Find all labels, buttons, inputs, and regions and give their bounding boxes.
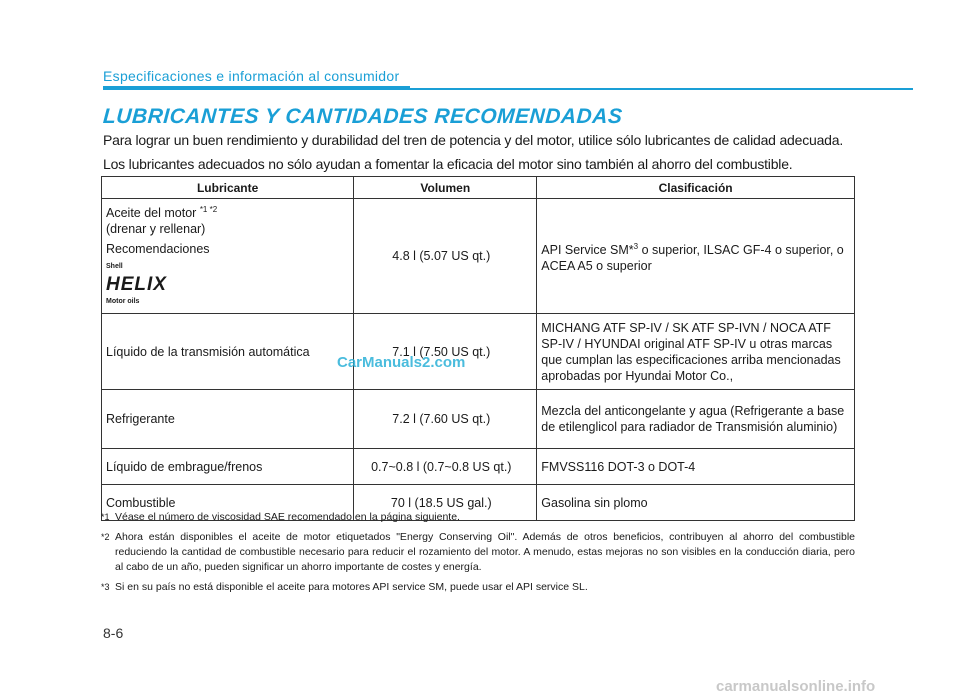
footnotes: [101, 510, 855, 600]
logo-motor-oils-text: Motor oils: [106, 298, 140, 306]
table-row: [102, 199, 855, 314]
column-header-volume: Volumen: [354, 177, 537, 199]
engine-oil-footnote-marks: *1 *2: [199, 205, 218, 214]
intro-paragraph-2: Los lubricantes adecuados no sólo ayudan a fomentar la eficacia del motor sino también al ahorro del combustible.: [103, 156, 793, 172]
table-row: [102, 314, 855, 390]
engine-oil-name: Aceite del motor: [106, 206, 197, 221]
footnote: [101, 530, 855, 575]
footnote: [101, 580, 855, 595]
table-row: [102, 449, 855, 485]
header-rule: [103, 88, 913, 90]
intro-text: [103, 130, 923, 178]
cell-classification: Gasolina sin plomo: [537, 485, 855, 521]
cell-classification: MICHANG ATF SP-IV / SK ATF SP-IVN / NOCA ATF SP-IV / HYUNDAI original ATF SP-IV u otras marcas que cumplan las especificaciones arriba mencionadas aprobadas por Hyundai Motor Co.,: [537, 314, 855, 390]
engine-oil-note: (drenar y rellenar): [106, 222, 206, 237]
page-number: 8-6: [103, 625, 124, 641]
cell-volume: 0.7~0.8 l (0.7~0.8 US qt.): [354, 449, 537, 485]
cell-classification: FMVSS116 DOT-3 o DOT-4: [537, 449, 855, 485]
section-header: Especificaciones e información al consumidor: [103, 68, 400, 84]
logo-shell-text: Shell: [106, 263, 123, 271]
shell-helix-logo: [106, 259, 167, 310]
cell-volume: 7.1 l (7.50 US qt.): [354, 314, 537, 390]
logo-helix-text: HELIX: [106, 274, 167, 296]
intro-paragraph-1: Para lograr un buen rendimiento y durabilidad del tren de potencia y del motor, utilice sólo lubricantes de calidad adecuada.: [103, 132, 844, 148]
cell-volume: 4.8 l (5.07 US qt.): [354, 199, 537, 314]
footnote-text: Véase el número de viscosidad SAE recomendado en la página siguiente.: [115, 511, 460, 523]
footnote-mark: *3: [101, 582, 110, 592]
cell-lubricant: Combustible: [102, 485, 354, 521]
recommendations-label: Recomendaciones: [106, 242, 210, 257]
watermark[interactable]: CarManuals2.com: [337, 354, 466, 371]
engine-oil-class-footnote: 3: [633, 241, 639, 251]
cell-lubricant: Líquido de embrague/frenos: [102, 449, 354, 485]
engine-oil-class-part-1: API Service SM*: [541, 242, 634, 257]
engine-oil-label: [106, 202, 349, 221]
engine-oil-class-part-2: o superior, ILSAC GF-4 o superior, o ACEA A5 o superior: [541, 242, 844, 273]
footnote-text: Si en su país no está disponible el aceite para motores API service SM, puede usar el API service SL.: [115, 581, 588, 593]
footnote-mark: *2: [101, 532, 110, 542]
lubricants-table: [101, 176, 855, 521]
cell-volume: 70 l (18.5 US gal.): [354, 485, 537, 521]
cell-lubricant: [102, 199, 354, 314]
footnote-mark: *1: [101, 512, 110, 522]
column-header-lubricant: Lubricante: [102, 177, 354, 199]
footer-watermark[interactable]: carmanualsonline.info: [716, 678, 876, 695]
table-row: [102, 390, 855, 449]
cell-lubricant: Líquido de la transmisión automática: [102, 314, 354, 390]
column-header-classification: Clasificación: [537, 177, 855, 199]
page-title: LUBRICANTES Y CANTIDADES RECOMENDADAS: [102, 105, 624, 128]
cell-classification: [537, 199, 855, 314]
cell-volume: 7.2 l (7.60 US qt.): [354, 390, 537, 449]
footnote-text: Ahora están disponibles el aceite de motor etiquetados "Energy Conserving Oil". Además de otros beneficios, contribuyen al ahorro del combustible reduciendo la cantidad de combustible necesario para reducir el rozamiento del motor. A menudo, estas mejoras no son visibles en la conducción diaria, pero al cabo de un año, pueden significar un ahorro importante de costes y energía.: [115, 531, 855, 573]
cell-classification: Mezcla del anticongelante y agua (Refrigerante a base de etilenglicol para radiador de Transmisión aluminio): [537, 390, 855, 449]
footnote: [101, 510, 855, 525]
cell-lubricant: Refrigerante: [102, 390, 354, 449]
table-header-row: [102, 177, 855, 199]
